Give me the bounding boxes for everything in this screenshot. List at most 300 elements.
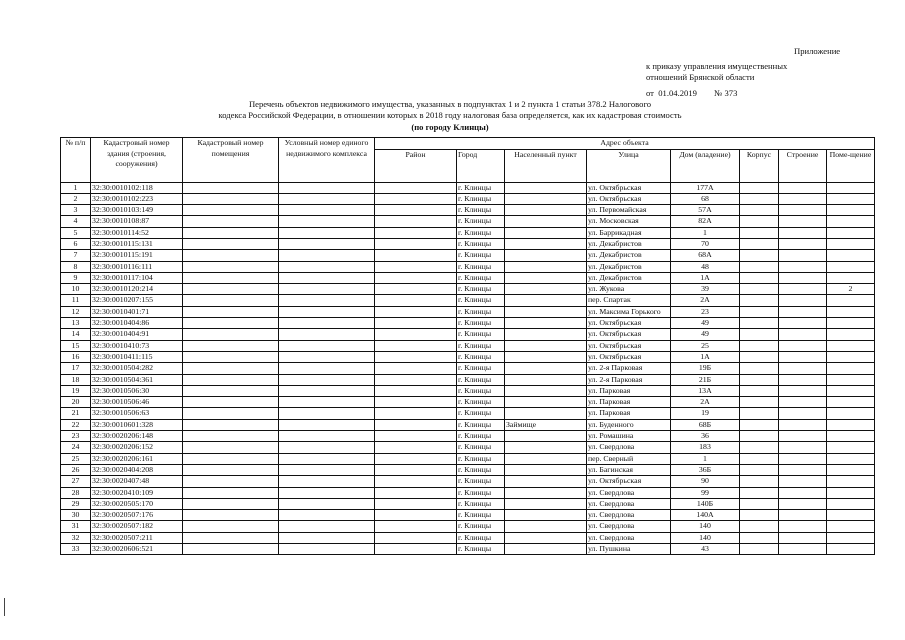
cell-house: 57А [671,205,740,216]
cell-building [779,306,827,317]
col-korpus: Корпус [740,149,779,182]
cell-room [827,419,875,430]
cell-cadastral-building: 32:30:0020507:182 [91,521,183,532]
cell-building [779,374,827,385]
table-row [61,351,875,362]
cell-cadastral-room [183,487,279,498]
cell-city: г. Клинцы [457,351,505,362]
cell-conditional-number [279,476,375,487]
cell-street: ул. Жукова [587,284,671,295]
cell-num: 6 [61,238,91,249]
cell-building [779,363,827,374]
cell-room [827,261,875,272]
col-conditional-number: Условный номер единого недвижимого комплекса [279,138,375,183]
table-row [61,464,875,475]
document-title-line-2: кодекса Российской Федерации, в отношении которых в 2018 году налоговая база определяется, как их кадастровая стоимость [218,110,682,120]
cell-district [375,510,457,521]
cell-korpus [740,193,779,204]
cell-district [375,284,457,295]
cell-house: 1А [671,351,740,362]
cell-cadastral-building: 32:30:0020606:521 [91,544,183,555]
cell-house: 2А [671,397,740,408]
cell-room [827,306,875,317]
cell-cadastral-room [183,363,279,374]
cell-num: 4 [61,216,91,227]
cell-district [375,227,457,238]
cell-cadastral-building: 32:30:0010504:361 [91,374,183,385]
table-row [61,510,875,521]
cell-settlement [505,453,587,464]
cell-building [779,295,827,306]
cell-house: 177А [671,182,740,193]
table-row [61,227,875,238]
cell-house: 19Б [671,363,740,374]
cell-cadastral-building: 32:30:0010504:282 [91,363,183,374]
cell-room [827,238,875,249]
cell-district [375,374,457,385]
cell-cadastral-room [183,318,279,329]
cell-cadastral-room [183,227,279,238]
cell-street: ул. Багинская [587,464,671,475]
table-row [61,318,875,329]
cell-cadastral-building: 32:30:0010207:155 [91,295,183,306]
cell-conditional-number [279,261,375,272]
cell-num: 26 [61,464,91,475]
cell-korpus [740,453,779,464]
cell-district [375,442,457,453]
cell-cadastral-building: 32:30:0020507:176 [91,510,183,521]
cell-cadastral-room [183,453,279,464]
cell-building [779,318,827,329]
cell-settlement: Займище [505,419,587,430]
cell-building [779,419,827,430]
document-title-line-1: Перечень объектов недвижимого имущества, указанных в подпунктах 1 и 2 пункта 1 статьи 378.2 Налогового [248,99,652,109]
col-house: Дом (владение) [671,149,740,182]
cell-district [375,532,457,543]
cell-num: 8 [61,261,91,272]
cell-street: ул. Свердлова [587,498,671,509]
cell-room [827,487,875,498]
cell-district [375,464,457,475]
cell-num: 18 [61,374,91,385]
table-row [61,419,875,430]
cell-settlement [505,205,587,216]
cell-conditional-number [279,397,375,408]
order-number: 373 [724,88,738,98]
cell-conditional-number [279,431,375,442]
cell-district [375,306,457,317]
cell-street: ул. 2-я Парковая [587,374,671,385]
cell-room [827,351,875,362]
cell-building [779,250,827,261]
table-row [61,544,875,555]
cell-conditional-number [279,182,375,193]
col-cadastral-building: Кадастровый номер здания (строения, сооружения) [91,138,183,183]
table-body [61,182,875,555]
cell-district [375,385,457,396]
cell-cadastral-room [183,464,279,475]
cell-city: г. Клинцы [457,498,505,509]
cell-house: 140Б [671,498,740,509]
cell-num: 5 [61,227,91,238]
cell-cadastral-building: 32:30:0010411:115 [91,351,183,362]
cell-building [779,464,827,475]
cell-city: г. Клинцы [457,419,505,430]
cell-cadastral-building: 32:30:0010116:111 [91,261,183,272]
cell-korpus [740,510,779,521]
cell-room [827,431,875,442]
col-city: Город [457,149,505,182]
cell-cadastral-room [183,510,279,521]
cell-cadastral-room [183,419,279,430]
cell-num: 30 [61,510,91,521]
cell-building [779,453,827,464]
cell-num: 27 [61,476,91,487]
cell-cadastral-room [183,351,279,362]
cell-room [827,272,875,283]
cell-cadastral-room [183,521,279,532]
cell-room [827,385,875,396]
cell-settlement [505,193,587,204]
cell-settlement [505,261,587,272]
cell-cadastral-room [183,284,279,295]
cell-district [375,351,457,362]
cell-street: ул. Парковая [587,408,671,419]
cell-num: 15 [61,340,91,351]
cell-district [375,216,457,227]
cell-city: г. Клинцы [457,216,505,227]
col-address-group: Адрес объекта [375,138,875,150]
cell-korpus [740,227,779,238]
cell-room [827,363,875,374]
table-row [61,329,875,340]
cell-cadastral-room [183,442,279,453]
cell-korpus [740,340,779,351]
cell-num: 1 [61,182,91,193]
cell-conditional-number [279,306,375,317]
cell-district [375,329,457,340]
cell-room [827,521,875,532]
cell-korpus [740,532,779,543]
cell-num: 17 [61,363,91,374]
table-row [61,498,875,509]
cell-street: ул. Декабристов [587,250,671,261]
cell-settlement [505,284,587,295]
cell-city: г. Клинцы [457,374,505,385]
cell-korpus [740,272,779,283]
cell-korpus [740,431,779,442]
cell-num: 10 [61,284,91,295]
cell-cadastral-building: 32:30:0010103:149 [91,205,183,216]
cell-conditional-number [279,272,375,283]
cell-street: ул. Свердлова [587,510,671,521]
cell-korpus [740,487,779,498]
scan-margin-mark [4,598,5,616]
table-row [61,284,875,295]
table-header [61,138,875,183]
cell-num: 32 [61,532,91,543]
cell-cadastral-building: 32:30:0010506:30 [91,385,183,396]
table-row [61,374,875,385]
cell-house: 183 [671,442,740,453]
cell-korpus [740,250,779,261]
cell-city: г. Клинцы [457,250,505,261]
cell-settlement [505,340,587,351]
cell-korpus [740,329,779,340]
cell-cadastral-room [183,374,279,385]
table-row [61,532,875,543]
cell-korpus [740,216,779,227]
cell-house: 1 [671,227,740,238]
cell-city: г. Клинцы [457,340,505,351]
cell-cadastral-building: 32:30:0010404:91 [91,329,183,340]
cell-settlement [505,498,587,509]
cell-city: г. Клинцы [457,510,505,521]
cell-settlement [505,385,587,396]
cell-street: ул. Свердлова [587,521,671,532]
cell-num: 33 [61,544,91,555]
cell-cadastral-building: 32:30:0010120:214 [91,284,183,295]
cell-street: ул. Свердлова [587,487,671,498]
cell-settlement [505,464,587,475]
cell-num: 24 [61,442,91,453]
cell-cadastral-building: 32:30:0010115:131 [91,238,183,249]
cell-room [827,374,875,385]
cell-room [827,498,875,509]
cell-city: г. Клинцы [457,464,505,475]
cell-street: пер. Спартак [587,295,671,306]
cell-cadastral-building: 32:30:0010401:71 [91,306,183,317]
cell-house: 21Б [671,374,740,385]
cell-city: г. Клинцы [457,284,505,295]
cell-settlement [505,442,587,453]
cell-room [827,329,875,340]
cell-district [375,261,457,272]
cell-korpus [740,464,779,475]
cell-building [779,216,827,227]
table-row [61,487,875,498]
cell-district [375,182,457,193]
cell-city: г. Клинцы [457,193,505,204]
table-row [61,205,875,216]
cell-house: 25 [671,340,740,351]
cell-settlement [505,318,587,329]
cell-building [779,182,827,193]
cell-building [779,498,827,509]
cell-cadastral-building: 32:30:0020507:211 [91,532,183,543]
cell-street: ул. Октябрьская [587,182,671,193]
cell-street: ул. Октябрьская [587,193,671,204]
table-row [61,238,875,249]
cell-house: 36 [671,431,740,442]
cell-house: 140 [671,521,740,532]
cell-settlement [505,363,587,374]
cell-house: 2А [671,295,740,306]
cell-street: ул. Октябрьская [587,340,671,351]
cell-korpus [740,182,779,193]
cell-district [375,453,457,464]
cell-room [827,250,875,261]
order-date-line [646,88,737,99]
cell-building [779,238,827,249]
cell-korpus [740,476,779,487]
cell-building [779,329,827,340]
cell-num: 12 [61,306,91,317]
cell-num: 2 [61,193,91,204]
cell-district [375,431,457,442]
cell-cadastral-room [183,408,279,419]
cell-conditional-number [279,385,375,396]
cell-room [827,408,875,419]
cell-conditional-number [279,250,375,261]
cell-room: 2 [827,284,875,295]
cell-building [779,227,827,238]
cell-cadastral-room [183,216,279,227]
cell-settlement [505,238,587,249]
cell-room [827,216,875,227]
cell-city: г. Клинцы [457,227,505,238]
cell-street: ул. Парковая [587,385,671,396]
cell-settlement [505,521,587,532]
cell-korpus [740,419,779,430]
col-cadastral-room: Кадастровый номер помещения [183,138,279,183]
cell-district [375,363,457,374]
cell-district [375,521,457,532]
cell-num: 21 [61,408,91,419]
cell-conditional-number [279,521,375,532]
document-title-line-3: (по городу Клинцы) [411,122,489,132]
cell-city: г. Клинцы [457,295,505,306]
cell-cadastral-building: 32:30:0010506:63 [91,408,183,419]
cell-korpus [740,521,779,532]
cell-city: г. Клинцы [457,261,505,272]
cell-room [827,205,875,216]
cell-cadastral-building: 32:30:0010102:223 [91,193,183,204]
cell-cadastral-building: 32:30:0010114:52 [91,227,183,238]
cell-settlement [505,431,587,442]
cell-room [827,476,875,487]
cell-house: 48 [671,261,740,272]
cell-room [827,397,875,408]
cell-conditional-number [279,408,375,419]
cell-conditional-number [279,329,375,340]
cell-cadastral-room [183,532,279,543]
col-building: Строение [779,149,827,182]
cell-korpus [740,397,779,408]
cell-street: ул. Московская [587,216,671,227]
cell-house: 39 [671,284,740,295]
cell-conditional-number [279,510,375,521]
cell-cadastral-building: 32:30:0020206:148 [91,431,183,442]
cell-district [375,340,457,351]
cell-num: 22 [61,419,91,430]
cell-city: г. Клинцы [457,318,505,329]
cell-cadastral-room [183,498,279,509]
cell-street: ул. Баррикадная [587,227,671,238]
cell-korpus [740,442,779,453]
cell-settlement [505,227,587,238]
table-row [61,431,875,442]
cell-street: пер. Сверный [587,453,671,464]
cell-room [827,532,875,543]
cell-conditional-number [279,419,375,430]
cell-cadastral-room [183,205,279,216]
cell-room [827,544,875,555]
cell-korpus [740,408,779,419]
cell-cadastral-room [183,193,279,204]
cell-korpus [740,295,779,306]
cell-conditional-number [279,216,375,227]
cell-house: 70 [671,238,740,249]
cell-house: 49 [671,318,740,329]
cell-korpus [740,374,779,385]
cell-district [375,498,457,509]
table-row [61,385,875,396]
cell-district [375,419,457,430]
cell-settlement [505,295,587,306]
cell-district [375,193,457,204]
cell-cadastral-building: 32:30:0010117:104 [91,272,183,283]
cell-building [779,442,827,453]
cell-cadastral-building: 32:30:0010404:86 [91,318,183,329]
cell-building [779,532,827,543]
cell-settlement [505,272,587,283]
cell-num: 16 [61,351,91,362]
number-prefix: № [714,88,723,98]
cell-street: ул. Октябрьская [587,476,671,487]
cell-num: 19 [61,385,91,396]
order-date: 01.04.2019 [658,88,697,98]
cell-house: 68А [671,250,740,261]
cell-conditional-number [279,487,375,498]
table-row [61,442,875,453]
cell-street: ул. Октябрьская [587,329,671,340]
cell-cadastral-building: 32:30:0020505:170 [91,498,183,509]
cell-conditional-number [279,351,375,362]
cell-city: г. Клинцы [457,238,505,249]
cell-city: г. Клинцы [457,408,505,419]
cell-building [779,205,827,216]
cell-house: 90 [671,476,740,487]
cell-street: ул. Свердлова [587,532,671,543]
cell-house: 1А [671,272,740,283]
cell-room [827,464,875,475]
col-district: Район [375,149,457,182]
cell-city: г. Клинцы [457,521,505,532]
table-row [61,193,875,204]
cell-street: ул. Максима Горького [587,306,671,317]
cell-building [779,397,827,408]
cell-num: 20 [61,397,91,408]
cell-conditional-number [279,363,375,374]
cell-house: 1 [671,453,740,464]
cell-district [375,487,457,498]
cell-city: г. Клинцы [457,205,505,216]
property-register-table [60,137,875,555]
cell-building [779,193,827,204]
cell-building [779,351,827,362]
cell-cadastral-building: 32:30:0010108:87 [91,216,183,227]
cell-building [779,476,827,487]
cell-conditional-number [279,453,375,464]
cell-cadastral-room [183,272,279,283]
cell-room [827,340,875,351]
cell-street: ул. Декабристов [587,261,671,272]
cell-street: ул. Парковая [587,397,671,408]
cell-house: 82А [671,216,740,227]
cell-building [779,408,827,419]
cell-district [375,318,457,329]
